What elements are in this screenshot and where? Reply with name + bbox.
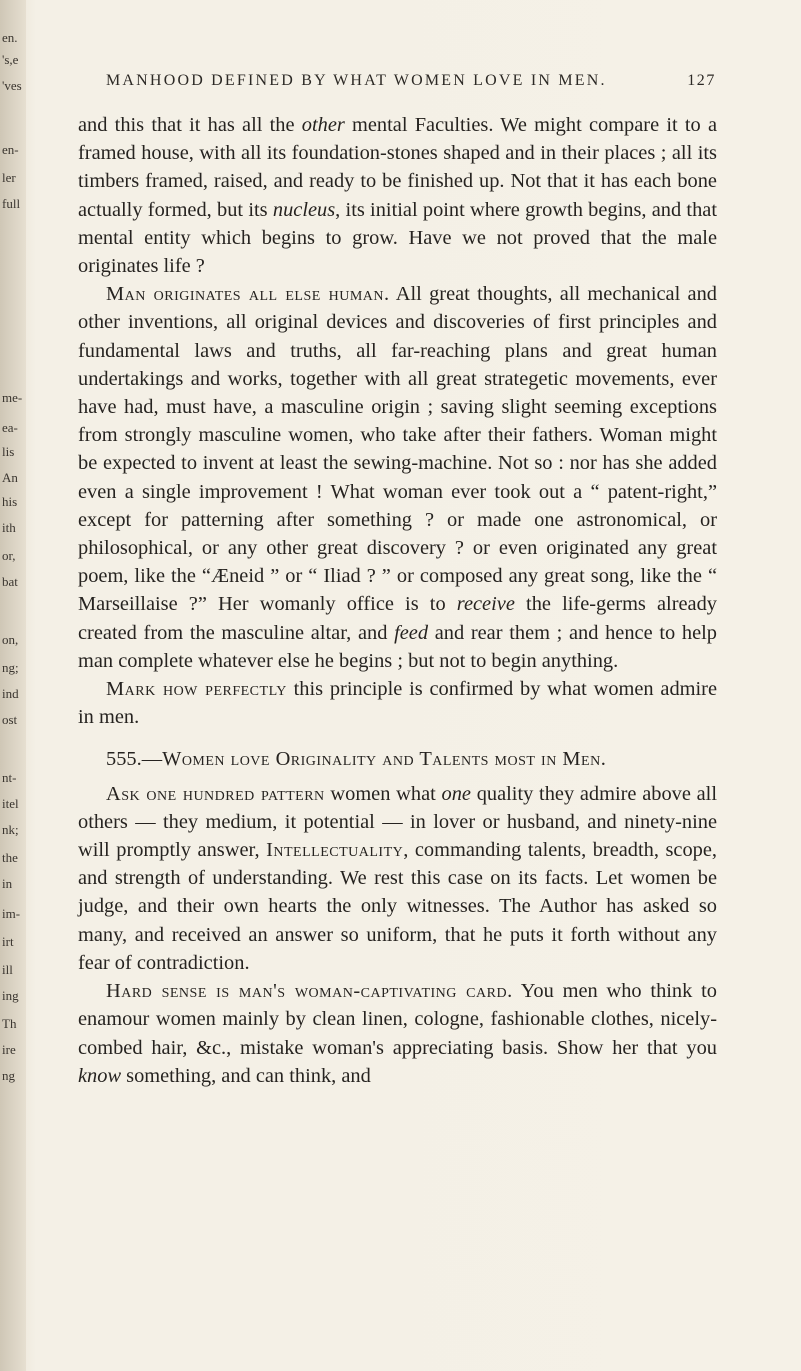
running-header xyxy=(106,72,716,90)
margin-fragment: ire xyxy=(2,1042,16,1057)
text-run: mental Faculties. We might compare it to a framed house, with all its foundation-stones shaped and in their places ; all its timbers framed, raised, and ready to be finished up. Not that it has each bone actually formed, but its xyxy=(78,114,718,221)
section-number: 555. xyxy=(106,748,142,771)
margin-fragment: on, xyxy=(2,632,19,647)
margin-fragment: im- xyxy=(2,906,21,921)
margin-fragment: in xyxy=(2,876,13,891)
emphasis: know xyxy=(78,1064,122,1087)
margin-fragment: lis xyxy=(2,444,15,459)
margin-fragment: ing xyxy=(2,988,19,1003)
paragraph-lead: Hard sense is man's woman-captivating card. xyxy=(106,980,513,1003)
small-caps-term: Intellectuality xyxy=(266,839,404,862)
emphasis: other xyxy=(301,114,345,136)
body-text xyxy=(78,111,717,1090)
paragraph-lead: Mark how perfectly xyxy=(106,678,287,701)
margin-fragment: ost xyxy=(2,712,18,727)
margin-fragment: full xyxy=(2,196,21,211)
margin-fragment: irt xyxy=(2,934,14,949)
margin-fragment: nt- xyxy=(2,770,17,785)
running-title: MANHOOD DEFINED BY WHAT WOMEN LOVE IN MEN. xyxy=(106,72,607,89)
paragraph-2 xyxy=(78,280,717,675)
text-run: and rear them ; and hence to help man complete whatever else he begins ; but not to begin anything. xyxy=(78,621,717,672)
margin-fragment: ler xyxy=(2,170,16,185)
paragraph-lead: Ask one hundred pattern xyxy=(106,782,325,805)
text-run: this principle is confirmed by what women admire in men. xyxy=(78,678,718,729)
text-run: All great thoughts, all mechanical and other inventions, all original devices and discoveries of first principles and fundamental laws and truths, all far-reaching plans and great human undertakings and works, together with all great strategetic movements, ever have had, must have, a masculine origin ; saving slight seeming exceptions from strongly masculine women, who take after their fathers. Woman might be expected to invent at least the sewing-machine. Not so : nor has she added even a single improvement ! What woman ever took out a “ patent-right,” except for patterning after something ? or made one astronomical, or philosophical, or any other great discovery ? or even originated any great poem, like the “Æneid ” or “ Iliad ? ” or composed any great song, like the “ Marseillaise ?” Her womanly office is to xyxy=(78,283,717,616)
text-run: You men who think to enamour women mainly by clean linen, cologne, fashionable clothes, nicely-combed hair, &c., mistake woman's appreciating basis. Show her that you xyxy=(78,980,717,1059)
text-run: , its initial point where growth begins, and that mental entity which begins to grow. Have we not proved that the male originates life ? xyxy=(78,198,718,278)
paragraph-3 xyxy=(78,675,717,731)
margin-fragment: his xyxy=(2,494,18,509)
text-run: , commanding talents, breadth, scope, and strength of understanding. We rest this case on its facts. Let women be judge, and their own hearts the only witnesses. The Author has asked so many, and received an answer so uniform, that he puts it forth without any fear of contradiction. xyxy=(78,839,717,974)
text-run: something, and can think, and xyxy=(121,1064,371,1087)
margin-fragment: ith xyxy=(2,520,16,535)
margin-fragment: me- xyxy=(2,390,23,405)
margin-fragment: 'ves xyxy=(2,78,22,93)
emphasis: receive xyxy=(456,593,515,616)
margin-fragment: ng; xyxy=(2,660,19,675)
margin-fragment: An xyxy=(2,470,18,485)
facing-page-gutter xyxy=(0,0,26,1371)
margin-fragment: ea- xyxy=(2,420,18,435)
margin-fragment: itel xyxy=(2,796,19,811)
margin-fragment: or, xyxy=(2,548,16,563)
emphasis: nucleus xyxy=(272,198,336,221)
paragraph-1 xyxy=(78,111,717,280)
text-run: women what xyxy=(324,782,442,805)
margin-fragment: en- xyxy=(2,142,19,157)
text-run: and this that it has all the xyxy=(78,114,302,136)
margin-fragment: the xyxy=(2,850,18,865)
margin-fragment: ind xyxy=(2,686,19,701)
section-dash: — xyxy=(141,748,163,771)
paragraph-4 xyxy=(78,780,717,977)
margin-fragment: ill xyxy=(2,962,13,977)
margin-fragment: bat xyxy=(2,574,18,589)
paragraph-5 xyxy=(78,977,717,1090)
margin-fragment: 's,e xyxy=(2,52,19,67)
margin-fragment: nk; xyxy=(2,822,19,837)
emphasis: feed xyxy=(394,621,429,644)
section-heading xyxy=(78,745,717,773)
section-title: Women love Originality and Talents most in Men. xyxy=(162,748,607,771)
page-number: 127 xyxy=(687,72,716,89)
text-run: quality they admire above all others — they medium, it potential — in lover or husband, and ninety-nine will promptly answer, xyxy=(78,782,717,862)
paragraph-lead: Man originates all else human. xyxy=(106,283,390,306)
text-run: the life-germs already created from the masculine altar, and xyxy=(78,593,717,644)
margin-fragment: en. xyxy=(2,30,18,45)
emphasis: one xyxy=(441,782,471,805)
margin-fragment: ng xyxy=(2,1068,15,1083)
margin-fragment: Th xyxy=(2,1016,17,1031)
